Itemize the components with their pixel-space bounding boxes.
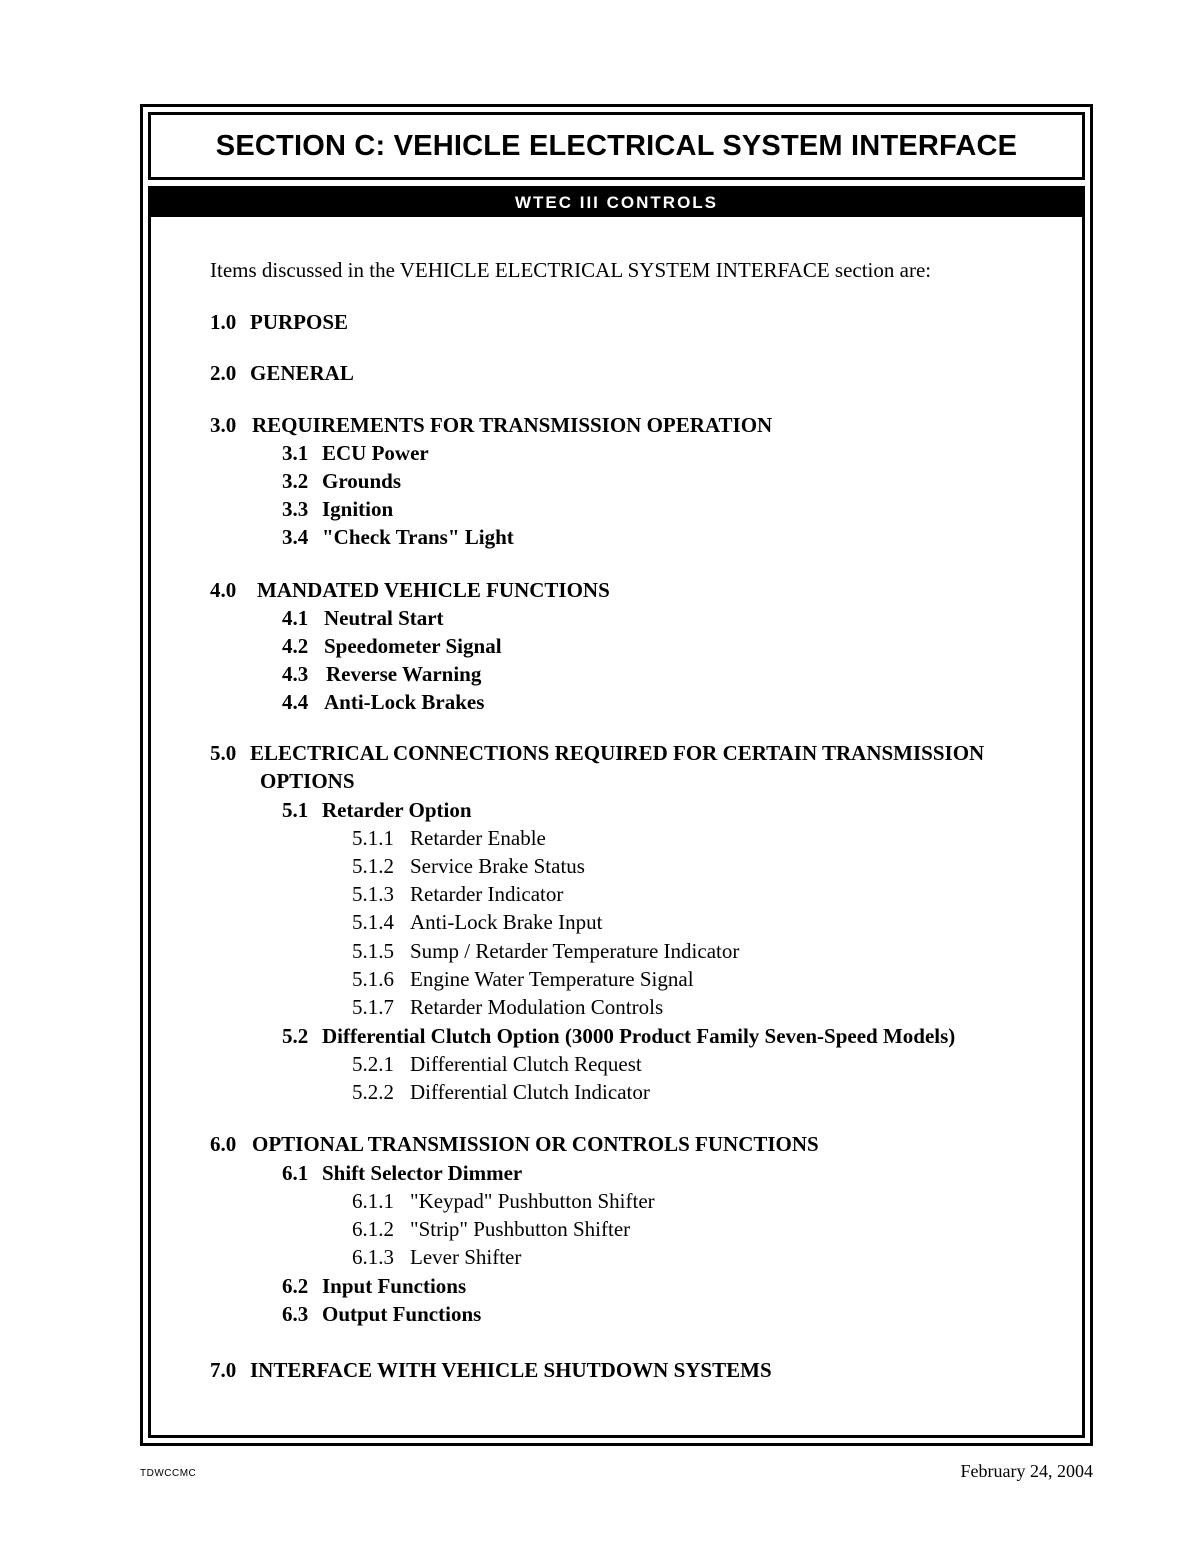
toc-number: 4.2 bbox=[282, 634, 309, 658]
toc-entry-3-4 bbox=[282, 525, 514, 549]
toc-number: 5.0 bbox=[210, 741, 237, 765]
toc-entry-3-3 bbox=[282, 497, 393, 521]
toc-number: 4.4 bbox=[282, 690, 309, 714]
toc-number: 6.0 bbox=[210, 1132, 237, 1156]
toc-label: "Strip" Pushbutton Shifter bbox=[410, 1217, 631, 1241]
toc-entry-6-1-1 bbox=[352, 1189, 655, 1213]
toc-label: Retarder Enable bbox=[410, 826, 546, 850]
toc-number: 6.1 bbox=[282, 1161, 309, 1185]
section-title: SECTION C: VEHICLE ELECTRICAL SYSTEM INTERFACE bbox=[215, 129, 1018, 162]
toc-number: 3.0 bbox=[210, 413, 237, 437]
toc-entry-5-2-2 bbox=[352, 1080, 650, 1104]
toc-label: Retarder Modulation Controls bbox=[410, 995, 664, 1019]
toc-label: Input Functions bbox=[322, 1274, 467, 1298]
toc-label: Differential Clutch Indicator bbox=[410, 1080, 650, 1104]
toc-label: Grounds bbox=[322, 469, 401, 493]
toc-label: Differential Clutch Request bbox=[410, 1052, 642, 1076]
toc-number: 4.1 bbox=[282, 606, 309, 630]
toc-entry-5-2 bbox=[282, 1024, 955, 1048]
toc-number: 3.1 bbox=[282, 441, 309, 465]
toc-label: MANDATED VEHICLE FUNCTIONS bbox=[257, 578, 610, 602]
toc-label: REQUIREMENTS FOR TRANSMISSION OPERATION bbox=[252, 413, 773, 437]
toc-number: 5.1.4 bbox=[352, 910, 394, 934]
toc-entry-5-1-3 bbox=[352, 882, 563, 906]
toc-number: 2.0 bbox=[210, 361, 237, 385]
intro-text: Items discussed in the VEHICLE ELECTRICAL SYSTEM INTERFACE section are: bbox=[210, 258, 932, 282]
toc-number: 6.3 bbox=[282, 1302, 309, 1326]
footer-date: February 24, 2004 bbox=[960, 1461, 1093, 1481]
toc-entry-6 bbox=[210, 1132, 819, 1156]
toc-entry-5-continued: OPTIONS bbox=[260, 769, 355, 793]
toc-entry-6-3 bbox=[282, 1302, 481, 1326]
toc-label: ECU Power bbox=[322, 441, 429, 465]
toc-entry-7 bbox=[210, 1358, 772, 1382]
section-title-box bbox=[148, 112, 1085, 180]
toc-entry-5-1-5 bbox=[352, 939, 739, 963]
toc-entry-6-1-2 bbox=[352, 1217, 630, 1241]
toc-number: 5.1.5 bbox=[352, 939, 394, 963]
toc-number: 5.2.2 bbox=[352, 1080, 394, 1104]
toc-number: 6.1.3 bbox=[352, 1245, 394, 1269]
toc-number: 1.0 bbox=[210, 310, 237, 334]
toc-entry-4 bbox=[210, 578, 610, 602]
toc-entry-5-1-7 bbox=[352, 995, 663, 1019]
toc-entry-4-4 bbox=[282, 690, 484, 714]
toc-entry-5-1 bbox=[282, 798, 472, 822]
toc-number: 6.2 bbox=[282, 1274, 309, 1298]
toc-label: "Check Trans" Light bbox=[322, 525, 514, 549]
toc-label: Service Brake Status bbox=[410, 854, 585, 878]
footer-doc-code: TDWCCMC bbox=[140, 1468, 197, 1479]
toc-label: INTERFACE WITH VEHICLE SHUTDOWN SYSTEMS bbox=[250, 1358, 772, 1382]
toc-label: GENERAL bbox=[250, 361, 354, 385]
toc-label: Neutral Start bbox=[324, 606, 444, 630]
toc-label: Shift Selector Dimmer bbox=[322, 1161, 523, 1185]
toc-label: Reverse Warning bbox=[326, 662, 482, 686]
toc-number: 6.1.1 bbox=[352, 1189, 394, 1213]
toc-label: Sump / Retarder Temperature Indicator bbox=[410, 939, 740, 963]
toc-label: Ignition bbox=[322, 497, 394, 521]
toc-entry-4-3 bbox=[282, 662, 481, 686]
toc-label: PURPOSE bbox=[250, 310, 349, 334]
toc-entry-5-1-6 bbox=[352, 967, 694, 991]
toc-number: 5.1.2 bbox=[352, 854, 394, 878]
toc-entry-5-1-1 bbox=[352, 826, 546, 850]
toc-number: 5.1.1 bbox=[352, 826, 394, 850]
toc-entry-6-1-3 bbox=[352, 1245, 521, 1269]
toc-number: 3.4 bbox=[282, 525, 309, 549]
toc-entry-5 bbox=[210, 741, 984, 765]
toc-entry-4-2 bbox=[282, 634, 502, 658]
toc-label: Retarder Option bbox=[322, 798, 472, 822]
toc-number: 5.1.3 bbox=[352, 882, 394, 906]
toc-label: Anti-Lock Brakes bbox=[324, 690, 485, 714]
toc-entry-2 bbox=[210, 361, 354, 385]
toc-number: 5.1.7 bbox=[352, 995, 394, 1019]
toc-number: 3.2 bbox=[282, 469, 309, 493]
toc-entry-5-2-1 bbox=[352, 1052, 642, 1076]
toc-number: 7.0 bbox=[210, 1358, 237, 1382]
toc-entry-5-1-2 bbox=[352, 854, 585, 878]
subheader-bar bbox=[151, 189, 1082, 217]
toc-number: 3.3 bbox=[282, 497, 309, 521]
toc-label: "Keypad" Pushbutton Shifter bbox=[410, 1189, 655, 1213]
toc-entry-5-1-4 bbox=[352, 910, 602, 934]
toc-label: Anti-Lock Brake Input bbox=[410, 910, 603, 934]
toc-number: 5.2.1 bbox=[352, 1052, 394, 1076]
toc-entry-6-1 bbox=[282, 1161, 522, 1185]
toc-label: ELECTRICAL CONNECTIONS REQUIRED FOR CERTAIN TRANSMISSION bbox=[250, 741, 985, 765]
toc-label: Retarder Indicator bbox=[410, 882, 564, 906]
toc-entry-4-1 bbox=[282, 606, 444, 630]
toc-label: Differential Clutch Option (3000 Product Family Seven-Speed Models) bbox=[322, 1024, 956, 1048]
toc-entry-3-1 bbox=[282, 441, 429, 465]
toc-number: 5.1.6 bbox=[352, 967, 394, 991]
toc-number: 4.0 bbox=[210, 578, 237, 602]
toc-label: Output Functions bbox=[322, 1302, 482, 1326]
toc-label: Engine Water Temperature Signal bbox=[410, 967, 694, 991]
toc-entry-3-2 bbox=[282, 469, 401, 493]
toc-number: 4.3 bbox=[282, 662, 309, 686]
toc-number: 5.2 bbox=[282, 1024, 309, 1048]
toc-entry-3 bbox=[210, 413, 772, 437]
toc-number: 5.1 bbox=[282, 798, 309, 822]
toc-entry-1 bbox=[210, 310, 348, 334]
subheader-title: WTEC III CONTROLS bbox=[514, 193, 719, 212]
toc-label: Speedometer Signal bbox=[324, 634, 502, 658]
toc-number: 6.1.2 bbox=[352, 1217, 394, 1241]
toc-label: Lever Shifter bbox=[410, 1245, 522, 1269]
toc-label: OPTIONAL TRANSMISSION OR CONTROLS FUNCTIONS bbox=[252, 1132, 819, 1156]
toc-entry-6-2 bbox=[282, 1274, 466, 1298]
